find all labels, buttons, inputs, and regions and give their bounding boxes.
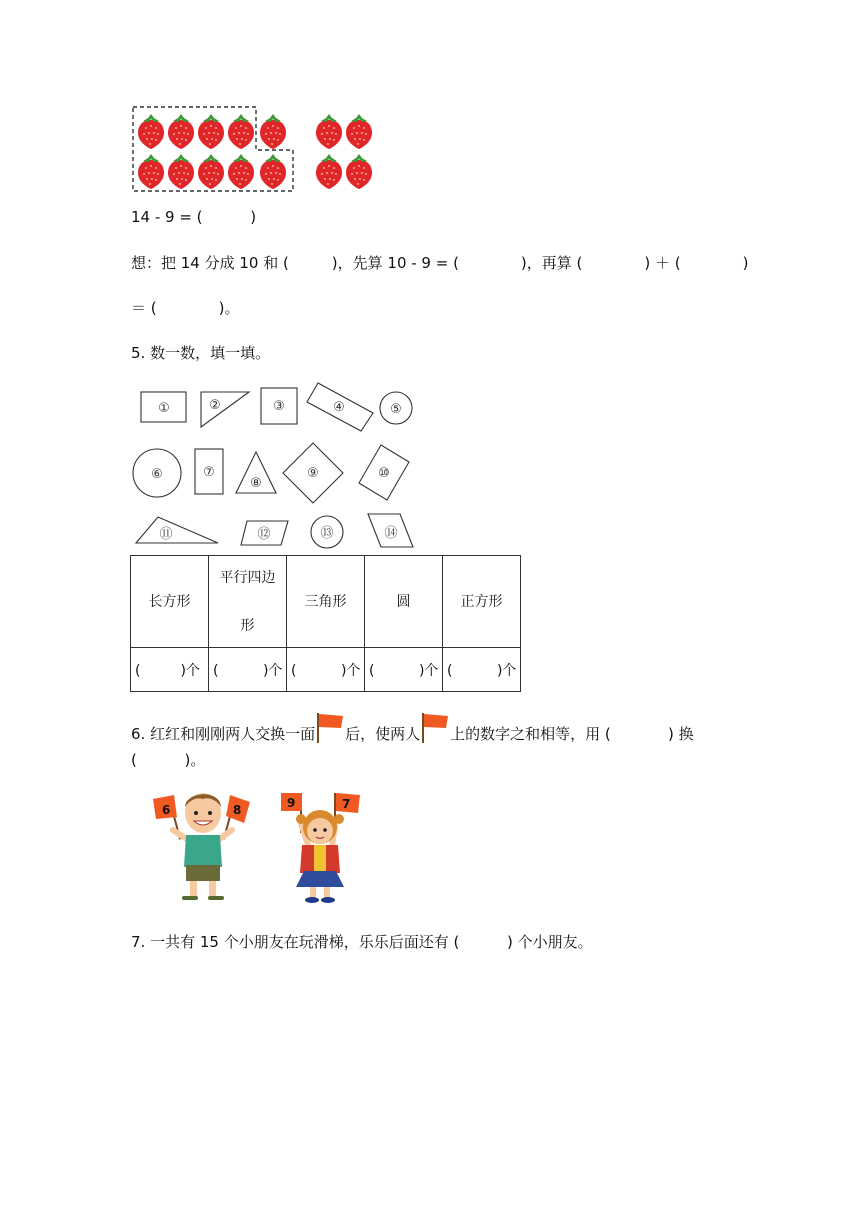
- q4-result-line: ＝ ( )。: [131, 299, 240, 317]
- strawberry-4: [228, 114, 254, 149]
- shape-label-9: ⑨: [307, 466, 319, 481]
- strawberry-2: [168, 114, 194, 149]
- count-rectangle[interactable]: ( )个: [131, 648, 209, 692]
- q5-title: 5. 数一数，填一填。: [131, 344, 271, 362]
- flag-icon: [315, 713, 345, 743]
- strawberry-3: [198, 114, 224, 149]
- count-triangle[interactable]: ( )个: [287, 648, 365, 692]
- boy-flag-left-number: 6: [162, 803, 171, 817]
- header-parallelogram: 平行四边 形: [209, 556, 287, 648]
- header-square: 正方形: [443, 556, 521, 648]
- shape-label-14: ⑭: [384, 526, 398, 541]
- strawberry-1: [138, 114, 164, 149]
- strawberry-7: [168, 154, 194, 189]
- q6-text: 6. 红红和刚刚两人交换一面 后，使两人 上的数字之和相等，用 ( ) 换: [131, 713, 694, 747]
- shape-label-12: ⑫: [257, 527, 271, 542]
- table-count-row: [131, 648, 521, 692]
- shape-label-3: ③: [273, 399, 285, 414]
- shape-label-1: ①: [158, 401, 170, 416]
- boy-flag-right-number: 8: [233, 803, 242, 817]
- strawberry-12: [346, 114, 372, 149]
- q7-text: 7. 一共有 15 个小朋友在玩滑梯，乐乐后面还有 ( ) 个小朋友。: [131, 933, 593, 951]
- strawberry-10: [260, 154, 286, 189]
- flag-icon: [420, 713, 450, 743]
- strawberry-6: [138, 154, 164, 189]
- shapes-figure: [125, 375, 425, 555]
- count-circle[interactable]: ( )个: [365, 648, 443, 692]
- shape-label-2: ②: [209, 398, 221, 413]
- strawberry-13: [316, 154, 342, 189]
- shape-label-5: ⑤: [390, 402, 402, 417]
- shape-count-table: [130, 555, 521, 692]
- strawberry-figure: [125, 100, 385, 195]
- shape-label-13: ⑬: [320, 526, 334, 541]
- girl-figure: [272, 785, 372, 905]
- count-square[interactable]: ( )个: [443, 648, 521, 692]
- header-rectangle: 长方形: [131, 556, 209, 648]
- shape-label-10: ⑩: [378, 466, 390, 481]
- q4-think-line: 想：把 14 分成 10 和 ( )，先算 10 - 9 = ( )，再算 ( ) ＋ ( ): [131, 254, 749, 272]
- strawberry-9: [228, 154, 254, 189]
- strawberry-14: [346, 154, 372, 189]
- shape-label-4: ④: [333, 400, 345, 415]
- shape-label-8: ⑧: [250, 476, 262, 491]
- shape-11-triangle: [136, 517, 218, 543]
- table-header-row: [131, 556, 521, 648]
- shape-label-6: ⑥: [151, 467, 163, 482]
- q4-equation: 14 - 9 = ( ): [131, 208, 257, 226]
- header-circle: 圆: [365, 556, 443, 648]
- strawberry-11: [316, 114, 342, 149]
- girl-flag-right-number: 7: [342, 797, 351, 811]
- girl-flag-left-number: 9: [287, 796, 296, 810]
- shape-label-7: ⑦: [203, 465, 215, 480]
- strawberry-8: [198, 154, 224, 189]
- boy-figure: [148, 785, 258, 905]
- shape-label-11: ⑪: [159, 527, 173, 542]
- count-parallelogram[interactable]: ( )个: [209, 648, 287, 692]
- header-triangle: 三角形: [287, 556, 365, 648]
- strawberry-5: [260, 114, 286, 149]
- q6-text-line2: ( )。: [131, 751, 206, 769]
